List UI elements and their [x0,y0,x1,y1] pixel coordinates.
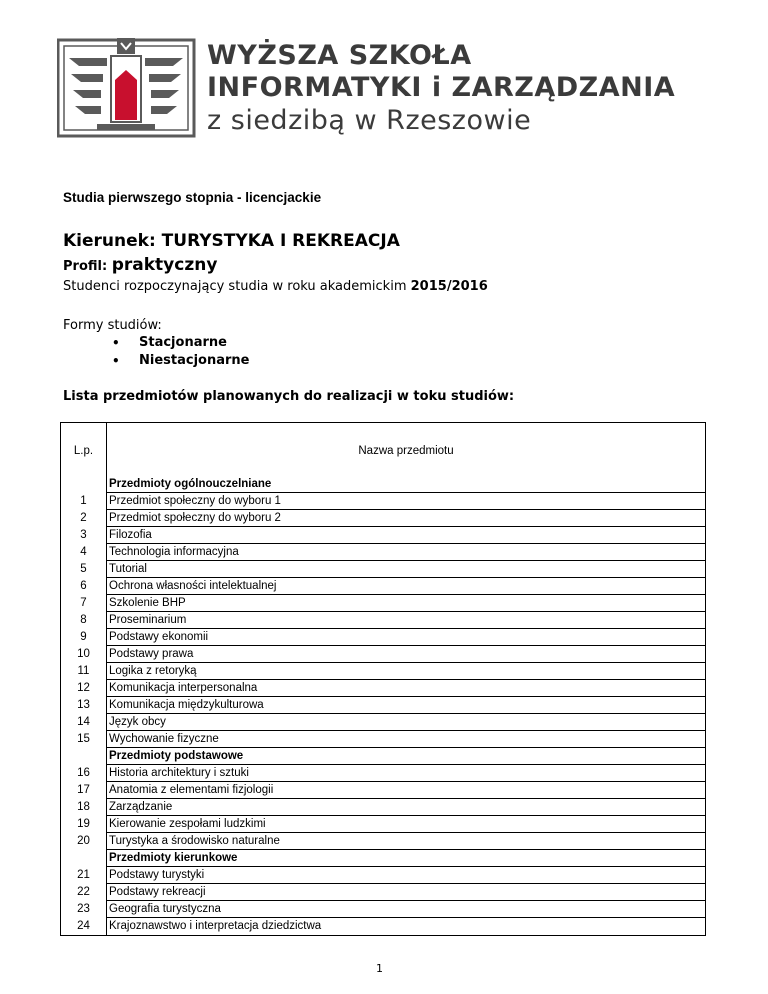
row-number: 4 [80,546,87,558]
subject-name: Geografia turystyczna [107,901,705,918]
students-text: Studenci rozpoczynający studia w roku akademickim [63,279,407,294]
forms-list [112,334,249,370]
table-row [61,782,705,799]
table-row [61,884,705,901]
bullet-icon: • [112,354,120,368]
page-number: 1 [376,962,383,975]
list-item [112,334,249,352]
subject-name: Podstawy turystyki [107,867,705,884]
row-number: 18 [77,801,90,813]
row-number: 5 [80,563,87,575]
row-number: 7 [80,597,87,609]
degree-level: Studia pierwszego stopnia - licencjackie [63,190,322,205]
row-number: 19 [77,818,90,830]
row-number: 17 [77,784,90,796]
university-crest-icon [57,36,197,140]
subject-name: Tutorial [107,561,705,578]
bullet-icon: • [112,336,120,350]
subject-name: Komunikacja międzykulturowa [107,697,705,714]
table-row [61,816,705,833]
subject-name: Podstawy ekonomii [107,629,705,646]
subject-name: Podstawy rekreacji [107,884,705,901]
subject-name: Proseminarium [107,612,705,629]
subject-name: Podstawy prawa [107,646,705,663]
students-line [63,279,488,294]
row-number: 9 [80,631,87,643]
table-row [61,527,705,544]
row-number: 13 [77,699,90,711]
subject-name: Zarządzanie [107,799,705,816]
table-row [61,731,705,748]
table-row [61,561,705,578]
row-number: 12 [77,682,90,694]
university-name [207,40,675,138]
table-row [61,714,705,731]
profile-line [63,255,217,275]
subject-name: Przedmiot społeczny do wyboru 1 [107,493,705,510]
table-row [61,680,705,697]
row-number: 10 [77,648,90,660]
table-row [61,510,705,527]
subject-name: Przedmiot społeczny do wyboru 2 [107,510,705,527]
table-row [61,833,705,850]
academic-year: 2015/2016 [410,279,488,294]
row-number: 1 [80,495,87,507]
list-item [112,352,249,370]
table-row [61,765,705,782]
table-section-row [61,748,705,765]
table-row [61,612,705,629]
row-number: 15 [77,733,90,745]
row-number: 21 [77,869,90,881]
subject-name: Szkolenie BHP [107,595,705,612]
university-name-line1: WYŻSZA SZKOŁA [207,40,472,71]
table-row [61,578,705,595]
row-number: 6 [80,580,87,592]
row-number: 20 [77,835,90,847]
university-location: z siedzibą w Rzeszowie [207,105,532,136]
subject-name: Logika z retoryką [107,663,705,680]
subject-name: Historia architektury i sztuki [107,765,705,782]
row-number: 11 [77,665,90,677]
subjects-table [60,422,706,936]
table-body [61,476,705,935]
subject-name: Filozofia [107,527,705,544]
table-row [61,544,705,561]
subject-name: Wychowanie fizyczne [107,731,705,748]
profile-label: Profil: [63,259,108,274]
row-number: 16 [77,767,90,779]
subject-name: Komunikacja interpersonalna [107,680,705,697]
table-row [61,799,705,816]
subject-name: Krajoznawstwo i interpretacja dziedzictwa [109,920,322,932]
table-row [61,867,705,884]
table-section-row [61,850,705,867]
subject-name: Technologia informacyjna [107,544,705,561]
header-subject-name: Nazwa przedmiotu [358,445,454,457]
section-title: Przedmioty ogólnouczelniane [107,476,705,493]
university-name-line2: INFORMATYKI i ZARZĄDZANIA [207,72,676,103]
table-row [61,918,705,935]
row-number: 14 [77,716,90,728]
header-lp: L.p. [73,445,94,457]
forms-label: Formy studiów: [63,318,162,333]
row-number: 3 [80,529,87,541]
subject-name: Kierowanie zespołami ludzkimi [107,816,705,833]
row-number: 8 [80,614,87,626]
row-number: 2 [80,512,87,524]
table-row [61,663,705,680]
form-label: Stacjonarne [139,335,227,350]
table-row [61,629,705,646]
table-row [61,493,705,510]
row-number: 24 [77,920,90,932]
subject-name: Anatomia z elementami fizjologii [107,782,705,799]
table-row [61,697,705,714]
form-label: Niestacjonarne [139,353,250,368]
subject-name: Ochrona własności intelektualnej [107,578,705,595]
section-title: Przedmioty podstawowe [107,748,705,765]
subject-name: Turystyka a środowisko naturalne [107,833,705,850]
table-row [61,646,705,663]
subjects-list-title: Lista przedmiotów planowanych do realizacji w toku studiów: [63,389,515,404]
subject-name: Język obcy [107,714,705,731]
table-section-row [61,476,705,493]
row-number: 23 [77,903,90,915]
row-number: 22 [77,886,90,898]
table-row [61,901,705,918]
field-of-study: Kierunek: TURYSTYKA I REKREACJA [63,231,400,251]
profile-value: praktyczny [111,255,218,275]
section-title: Przedmioty kierunkowe [107,850,705,867]
table-row [61,595,705,612]
